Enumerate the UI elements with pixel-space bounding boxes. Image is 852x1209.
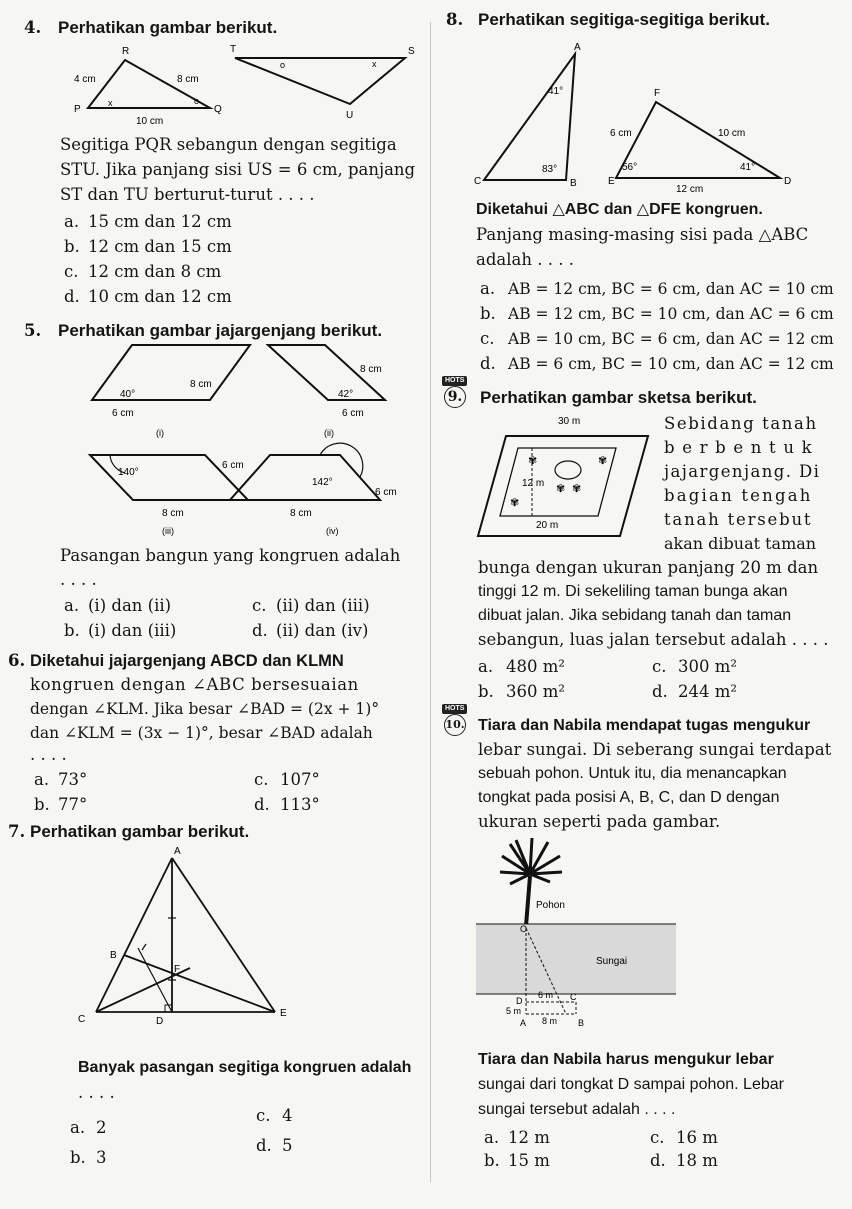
angle-41-d: 41° (740, 162, 756, 173)
q7-opt-d[interactable]: 5 (282, 1136, 293, 1155)
q7-number: 7. (8, 822, 26, 841)
q10-text2-3: sungai tersebut adalah . . . . (478, 1101, 676, 1118)
side-fd: 10 cm (718, 128, 746, 139)
parallelogram-iv (230, 455, 380, 500)
label-f: F (174, 964, 181, 975)
svg-text:✾: ✾ (510, 497, 520, 509)
label-d: D (784, 176, 792, 187)
q5-text-1: Pasangan bangun yang kongruen adalah (60, 546, 401, 565)
palm-tree-icon (500, 838, 562, 926)
angle-x-s: x (372, 59, 377, 69)
label-dc: 6 m (538, 990, 554, 1000)
q8-opt-d[interactable]: AB = 6 cm, BC = 10 cm, dan AC = 12 cm (508, 355, 834, 373)
triangle-abc (484, 54, 575, 180)
q4-text-3: ST dan TU berturut-turut . . . . (60, 185, 315, 204)
label-ab: 8 m (542, 1016, 558, 1026)
label-c: C (474, 176, 482, 187)
label-s: S (408, 46, 415, 57)
river (476, 924, 676, 994)
label-a: A (574, 42, 581, 53)
parallelogram-i (92, 345, 250, 400)
label-b: B (570, 178, 577, 189)
svg-text:✾: ✾ (528, 455, 538, 467)
q10-text-1: Tiara dan Nabila mendapat tugas mengukur (478, 717, 811, 734)
q9-text-3: dibuat jalan. Jika sebidang tanah dan taman (478, 607, 792, 624)
q10-opt-a-letter[interactable]: a. (484, 1128, 500, 1147)
q10-opt-a[interactable]: 12 m (508, 1128, 550, 1147)
label-pq: 10 cm (136, 116, 164, 127)
q5-text-2: . . . . (60, 570, 97, 589)
q8-opt-b[interactable]: AB = 12 cm, BC = 10 cm, dan AC = 6 cm (508, 305, 834, 323)
q9-opt-b-letter[interactable]: b. (478, 682, 494, 701)
q6-number: 6. (8, 651, 26, 670)
q10-text-4: tongkat pada posisi A, B, C, dan D dengan (478, 789, 780, 806)
label-iii: (iii) (162, 526, 174, 536)
q9-opt-c[interactable]: 300 m² (678, 657, 737, 676)
angle-41-a: 41° (548, 86, 564, 97)
q10-text2-2: sungai dari tongkat D sampai pohon. Lebar (478, 1076, 784, 1093)
q10-number: 10. (444, 714, 466, 736)
side-ed: 12 cm (676, 184, 704, 195)
svg-text:✾: ✾ (572, 483, 582, 495)
q9-side-1: Sebidang tanah (664, 414, 818, 433)
svg-text:✾: ✾ (598, 455, 608, 467)
q10-figure (470, 838, 690, 1038)
q6-opt-c[interactable]: 107° (280, 770, 320, 789)
side-6-ii: 6 cm (342, 408, 364, 419)
label-i: (i) (156, 428, 164, 438)
side-8-ii: 8 cm (360, 364, 382, 375)
q8-opt-a[interactable]: AB = 12 cm, BC = 6 cm, dan AC = 10 cm (508, 280, 834, 298)
angle-83-b: 83° (542, 164, 558, 175)
label-t: T (230, 44, 237, 55)
label-sungai: Sungai (596, 956, 628, 967)
q4-opt-a-letter[interactable]: a. (64, 212, 80, 231)
label-e: E (608, 176, 615, 187)
q4-opt-d[interactable]: 10 cm dan 12 cm (88, 287, 232, 306)
q7-opt-b[interactable]: 3 (96, 1148, 107, 1167)
column-divider (430, 22, 431, 1182)
q10-opt-d-letter[interactable]: d. (650, 1151, 666, 1170)
label-b: B (110, 950, 117, 961)
angle-140: 140° (118, 467, 139, 478)
q9-side-5: tanah tersebut (664, 510, 813, 529)
side-fe: 6 cm (610, 128, 632, 139)
label-a: A (520, 1018, 527, 1028)
q8-opt-c-letter[interactable]: c. (480, 329, 495, 348)
q9-side-3: jajargenjang. Di (664, 462, 821, 481)
angle-56: 56° (622, 162, 638, 173)
q7-opt-a[interactable]: 2 (96, 1118, 107, 1137)
q8-number: 8. (446, 10, 464, 29)
q5-opt-c-letter[interactable]: c. (252, 596, 267, 615)
q6-opt-a[interactable]: 73° (58, 770, 88, 789)
q9-title: Perhatikan gambar sketsa berikut. (480, 388, 757, 407)
q10-opt-d[interactable]: 18 m (676, 1151, 718, 1170)
svg-text:✾: ✾ (556, 483, 566, 495)
q7-text-1: Banyak pasangan segitiga kongruen adalah (78, 1059, 412, 1076)
q8-opt-a-letter[interactable]: a. (480, 279, 496, 298)
q4-text-2: STU. Jika panjang sisi US = 6 cm, panjang (60, 160, 416, 179)
label-20m: 20 m (536, 520, 559, 531)
q8-opt-c[interactable]: AB = 10 cm, BC = 6 cm, dan AC = 12 cm (508, 330, 834, 348)
label-p: P (74, 104, 81, 115)
q10-opt-c-letter[interactable]: c. (650, 1128, 665, 1147)
side-6-iii: 6 cm (222, 460, 244, 471)
label-iv: (iv) (326, 526, 339, 536)
label-12m: 12 m (522, 478, 545, 489)
angle-o-t: o (280, 60, 286, 70)
q10-opt-b-letter[interactable]: b. (484, 1151, 500, 1170)
q6-opt-c-letter[interactable]: c. (254, 770, 269, 789)
q5-opt-a[interactable]: (i) dan (ii) (88, 596, 172, 615)
q10-text-2: lebar sungai. Di seberang sungai terdapat (478, 740, 832, 759)
q5-title: Perhatikan gambar jajargenjang berikut. (58, 321, 383, 340)
q7-text-2: . . . . (78, 1083, 115, 1102)
q9-side-6: akan dibuat taman (664, 534, 817, 553)
q7-opt-a-letter[interactable]: a. (70, 1118, 86, 1137)
label-ii: (ii) (324, 428, 334, 438)
q6-opt-b-letter[interactable]: b. (34, 795, 50, 814)
q9-opt-c-letter[interactable]: c. (652, 657, 667, 676)
q6-text-2: kongruen dengan ∠ABC bersesuaian (30, 675, 359, 694)
q6-opt-b[interactable]: 77° (58, 795, 88, 814)
q10-opt-c[interactable]: 16 m (676, 1128, 718, 1147)
q4-title: Perhatikan gambar berikut. (58, 18, 278, 37)
q6-text-3: dengan ∠KLM. Jika besar ∠BAD = (2x + 1)° (30, 700, 380, 718)
label-o: O (520, 924, 528, 934)
label-a: A (174, 846, 181, 857)
q9-hots-badge: HOTS (442, 376, 467, 386)
q5-number: 5. (24, 321, 42, 340)
q10-text-3: sebuah pohon. Untuk itu, dia menancapkan (478, 765, 787, 782)
q8-text-1: Diketahui △ABC dan △DFE kongruen. (476, 201, 763, 218)
q10-opt-b[interactable]: 15 m (508, 1151, 550, 1170)
q10-text2-1: Tiara dan Nabila harus mengukur lebar (478, 1051, 774, 1068)
q4-opt-a[interactable]: 15 cm dan 12 cm (88, 212, 232, 231)
q9-side-4: bagian tengah (664, 486, 813, 505)
q9-text-4: sebangun, luas jalan tersebut adalah . . . . (478, 630, 829, 649)
label-b: B (578, 1018, 585, 1028)
angle-42: 42° (338, 389, 354, 400)
q4-figure (60, 40, 430, 130)
triangle-dfe (616, 102, 780, 178)
q6-text-4: dan ∠KLM = (3x − 1)°, besar ∠BAD adalah (30, 724, 373, 742)
q4-number: 4. (24, 18, 42, 37)
angle-x-p: x (108, 98, 113, 108)
angle-o-q: o (194, 96, 200, 106)
q9-opt-d[interactable]: 244 m² (678, 682, 737, 701)
q9-opt-d-letter[interactable]: d. (652, 682, 668, 701)
q6-opt-d[interactable]: 113° (280, 795, 320, 814)
side-8-iii: 8 cm (162, 508, 184, 519)
q7-figure (70, 840, 300, 1040)
q5-opt-b-letter[interactable]: b. (64, 621, 80, 640)
q7-opt-c-letter[interactable]: c. (256, 1106, 271, 1125)
label-rq: 8 cm (177, 74, 199, 85)
q5-opt-d[interactable]: (ii) dan (iv) (276, 621, 369, 640)
q6-text-5: . . . . (30, 745, 67, 764)
q8-text-3: adalah . . . . (476, 250, 574, 269)
angle-142: 142° (312, 477, 333, 488)
q9-opt-a[interactable]: 480 m² (506, 657, 565, 676)
q6-text-1: Diketahui jajargenjang ABCD dan KLMN (30, 652, 344, 670)
angle-40: 40° (120, 389, 136, 400)
label-r: R (122, 46, 130, 57)
q5-opt-c[interactable]: (ii) dan (iii) (276, 596, 370, 615)
q7-opt-b-letter[interactable]: b. (70, 1148, 86, 1167)
q6-opt-d-letter[interactable]: d. (254, 795, 270, 814)
q9-text-2: tinggi 12 m. Di sekeliling taman bunga akan (478, 583, 788, 600)
label-c: C (78, 1014, 86, 1025)
q4-opt-c[interactable]: 12 cm dan 8 cm (88, 262, 222, 281)
q5-opt-d-letter[interactable]: d. (252, 621, 268, 640)
q9-number: 9. (444, 386, 466, 408)
q9-opt-b[interactable]: 360 m² (506, 682, 565, 701)
q9-side-2: b e r b e n t u k (664, 438, 813, 457)
side-6-iv: 6 cm (375, 487, 397, 498)
q7-opt-c[interactable]: 4 (282, 1106, 293, 1125)
label-ad: 5 m (506, 1006, 522, 1016)
q5-figure (80, 340, 420, 540)
q7-opt-d-letter[interactable]: d. (256, 1136, 272, 1155)
q6-opt-a-letter[interactable]: a. (34, 770, 50, 789)
q10-text-5: ukuran seperti pada gambar. (478, 812, 721, 831)
side-8-i: 8 cm (190, 379, 212, 390)
label-c: C (570, 992, 577, 1002)
q5-opt-a-letter[interactable]: a. (64, 596, 80, 615)
triangle-stu (235, 58, 405, 104)
side-8-iv: 8 cm (290, 508, 312, 519)
label-f: F (654, 88, 661, 99)
label-30m: 30 m (558, 416, 581, 427)
label-e: E (280, 1008, 287, 1019)
q10-hots-badge: HOTS (442, 704, 467, 714)
q9-figure (470, 412, 660, 542)
label-u: U (346, 110, 354, 121)
q4-opt-b[interactable]: 12 cm dan 15 cm (88, 237, 232, 256)
q9-text-1: bunga dengan ukuran panjang 20 m dan (478, 558, 819, 577)
label-d: D (156, 1016, 164, 1027)
q5-opt-b[interactable]: (i) dan (iii) (88, 621, 177, 640)
q7-title: Perhatikan gambar berikut. (30, 822, 250, 841)
side-6-i: 6 cm (112, 408, 134, 419)
q4-text-1: Segitiga PQR sebangun dengan segitiga (60, 135, 397, 154)
q8-opt-b-letter[interactable]: b. (480, 304, 496, 323)
q9-opt-a-letter[interactable]: a. (478, 657, 494, 676)
q4-opt-d-letter[interactable]: d. (64, 287, 80, 306)
q8-title: Perhatikan segitiga-segitiga berikut. (478, 10, 770, 29)
q8-opt-d-letter[interactable]: d. (480, 354, 496, 373)
q8-text-2: Panjang masing-masing sisi pada △ABC (476, 225, 809, 244)
label-pohon: Pohon (536, 900, 565, 911)
q8-figure (470, 38, 800, 198)
q4-opt-c-letter[interactable]: c. (64, 262, 79, 281)
label-d: D (516, 996, 523, 1006)
label-q: Q (214, 104, 222, 115)
q4-opt-b-letter[interactable]: b. (64, 237, 80, 256)
label-pr: 4 cm (74, 74, 96, 85)
